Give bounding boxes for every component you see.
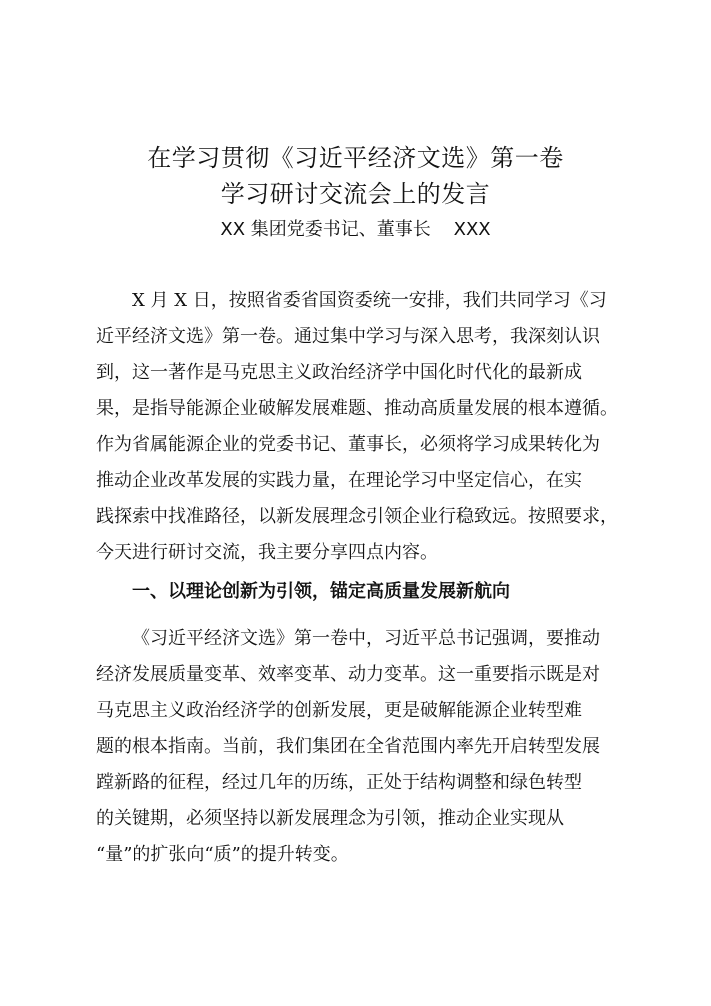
paragraph-1-line: 作为省属能源企业的党委书记、董事长，必须将学习成果转化为 [96, 434, 600, 455]
paragraph-2-line: 蹚新路的征程，经过几年的历练，正处于结构调整和绿色转型 [96, 772, 582, 793]
paragraph-2-line: “量”的扩张向“质”的提升转变。 [96, 844, 349, 865]
paragraph-1-line: 到，这一著作是马克思主义政治经济学中国化时代化的最新成 [96, 362, 582, 383]
paragraph-1-line: X 月 X 日，按照省委省国资委统一安排，我们共同学习《习 [132, 290, 607, 311]
paragraph-2-line: 的关键期，必须坚持以新发展理念为引领，推动企业实现从 [96, 808, 564, 829]
paragraph-1-line: 践探索中找准路径，以新发展理念引领企业行稳致远。按照要求， [96, 506, 618, 527]
paragraph-2-line: 马克思主义政治经济学的创新发展，更是破解能源企业转型难 [96, 700, 582, 721]
paragraph-1-line: 果，是指导能源企业破解发展难题、推动高质量发展的根本遵循。 [96, 398, 618, 419]
section-heading: 一、以理论创新为引领，锚定高质量发展新航向 [132, 581, 510, 602]
paragraph-1-line: 推动企业改革发展的实践力量，在理论学习中坚定信心，在实 [96, 470, 582, 491]
paragraph-2-line: 经济发展质量变革、效率变革、动力变革。这一重要指示既是对 [96, 664, 600, 685]
paragraph-2-line: 《习近平经济文选》第一卷中，习近平总书记强调，要推动 [132, 628, 600, 649]
paragraph-2-line: 题的根本指南。当前，我们集团在全省范围内率先开启转型发展 [96, 736, 600, 757]
paragraph-1-line: 今天进行研讨交流，我主要分享四点内容。 [96, 542, 438, 563]
document-author: XX 集团党委书记、董事长 XXX [220, 219, 491, 240]
document-title-line-1: 在学习贯彻《习近平经济文选》第一卷 [147, 144, 564, 172]
paragraph-1-line: 近平经济文选》第一卷。通过集中学习与深入思考，我深刻认识 [96, 326, 600, 347]
document-title-line-2: 学习研讨交流会上的发言 [220, 180, 491, 208]
